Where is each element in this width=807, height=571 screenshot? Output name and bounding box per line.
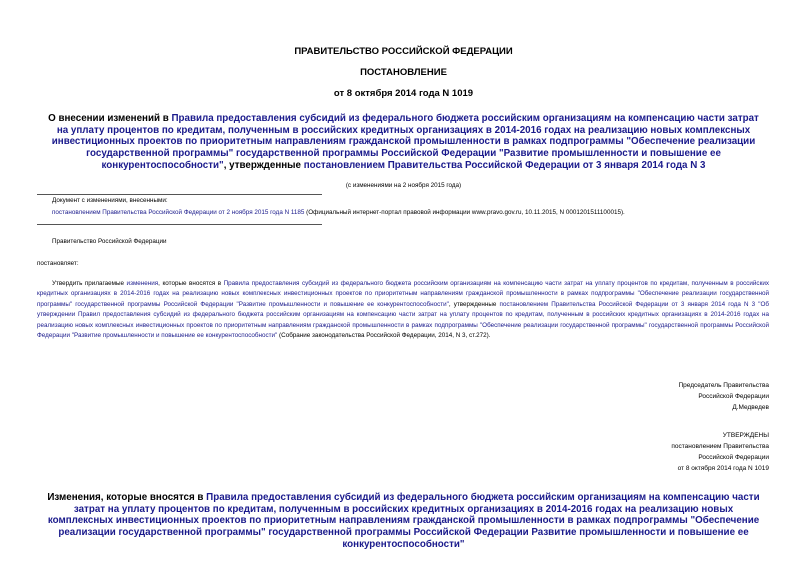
document-date-number: от 8 октября 2014 года N 1019 xyxy=(333,88,474,99)
document-title xyxy=(42,113,765,172)
title-prefix: О внесении изменений в xyxy=(48,113,172,124)
changes-title-prefix: Изменения, которые вносятся в xyxy=(47,492,207,503)
title-rules-link[interactable]: Правила предоставления субсидий из федерального бюджета российским организациям на компенсацию части затрат на уплату процентов по кредитам, полученным в российских кредитных организациях в 2014-2016 годах на реализацию новых комплексных инвестиционных проектов по приоритетным направлениям гражданской промышленности в рамках подпрограммы "Обеспечение реализации государственной программы" государственной программы Российской Федерации "Развитие промышленности и повышение ее конкурентоспособности" xyxy=(51,113,759,171)
government-heading: ПРАВИТЕЛЬСТВО РОССИЙСКОЙ ФЕДЕРАЦИИ xyxy=(294,46,513,57)
signature-country: Российской Федерации xyxy=(698,393,769,400)
government-line: Правительство Российской Федерации xyxy=(52,238,167,245)
title-middle: , утвержденные xyxy=(223,159,304,171)
amendment-link[interactable]: постановлением Правительства Российской Федерации от 2 ноября 2015 года N 1185 xyxy=(52,209,305,216)
separator-bottom xyxy=(37,224,322,225)
approval-country: Российской Федерации xyxy=(698,454,769,461)
resolution-paragraph xyxy=(37,279,769,341)
changes-link[interactable]: изменения xyxy=(126,280,159,287)
paragraph-start: Утвердить прилагаемые xyxy=(52,280,127,287)
resolves-line: постановляет: xyxy=(37,260,79,267)
title-decree-link[interactable]: постановлением Правительства Российской Федерации от 3 января 2014 года N 3 xyxy=(303,159,706,171)
document-type: ПОСТАНОВЛЕНИЕ xyxy=(360,67,447,78)
rules-link[interactable]: Правила предоставления субсидий из федерального бюджета российским организациям на компенсацию части затрат на уплату процентов по кредитам, полученным в российских кредитных организациях в 2014-2016 годах на реализацию новых комплексных инвестиционных проектов по приоритетным направлениям гражданской промышленности в рамках подпрограммы "Обеспечение реализации государственной программы" государственной программы Российской Федерации "Развитие промышленности и повышение ее конкурентоспособности" xyxy=(37,280,770,308)
amendments-intro: Документ с изменениями, внесенными: xyxy=(52,197,168,204)
approval-block xyxy=(470,430,769,474)
amendments-entry xyxy=(52,209,752,216)
signature-block xyxy=(470,380,769,413)
paragraph-end: (Собрание законодательства Российской Федерации, 2014, N 3, ст.272). xyxy=(277,332,491,340)
changes-title-link[interactable]: Правила предоставления субсидий из федерального бюджета российским организациям на компенсацию части затрат на уплату процентов по кредитам, полученным в российских кредитных организациях в 2014-2016 годах на реализацию новых комплексных инвестиционных проектов по приоритетным направлениям гражданской промышленности в рамках подпрограммы "Обеспечение реализации государственной программы" государственной программы Российской Федерации Развитие промышленности и повышение ее конкурентоспособности" xyxy=(47,492,760,550)
approval-title: УТВЕРЖДЕНЫ xyxy=(722,432,769,439)
separator-top xyxy=(37,194,322,195)
changes-title xyxy=(40,492,767,551)
signature-name: Д.Медведев xyxy=(732,404,769,411)
approval-decree: постановлением Правительства xyxy=(671,443,769,450)
paragraph-text-1: , которые вносятся в xyxy=(158,280,224,287)
paragraph-text-2: , утвержденные xyxy=(448,300,500,308)
amendment-source: (Официальный интернет-портал правовой информации www.pravo.gov.ru, 10.11.2015, N 0001201511100015). xyxy=(304,209,625,216)
edition-note: (с изменениями на 2 ноября 2015 года) xyxy=(345,182,462,189)
approval-date-number: от 8 октября 2014 года N 1019 xyxy=(677,465,769,472)
signature-title: Председатель Правительства xyxy=(678,382,769,389)
decree-link[interactable]: постановлением Правительства Российской Федерации от 3 января 2014 года N 3 "Об утверждении Правил предоставления субсидий из федерального бюджета российским организациям на компенсацию части затрат на уплату процентов по кредитам, полученным в российских кредитных организациях в 2014-2016 годах на реализацию новых комплексных инвестиционных проектов по приоритетным направлениям гражданской промышленности в рамках подпрограммы "Обеспечение реализации государственной программы" государственной программы Российской Федерации "Развитие промышленности и повышение ее конкурентоспособности" xyxy=(37,300,769,340)
